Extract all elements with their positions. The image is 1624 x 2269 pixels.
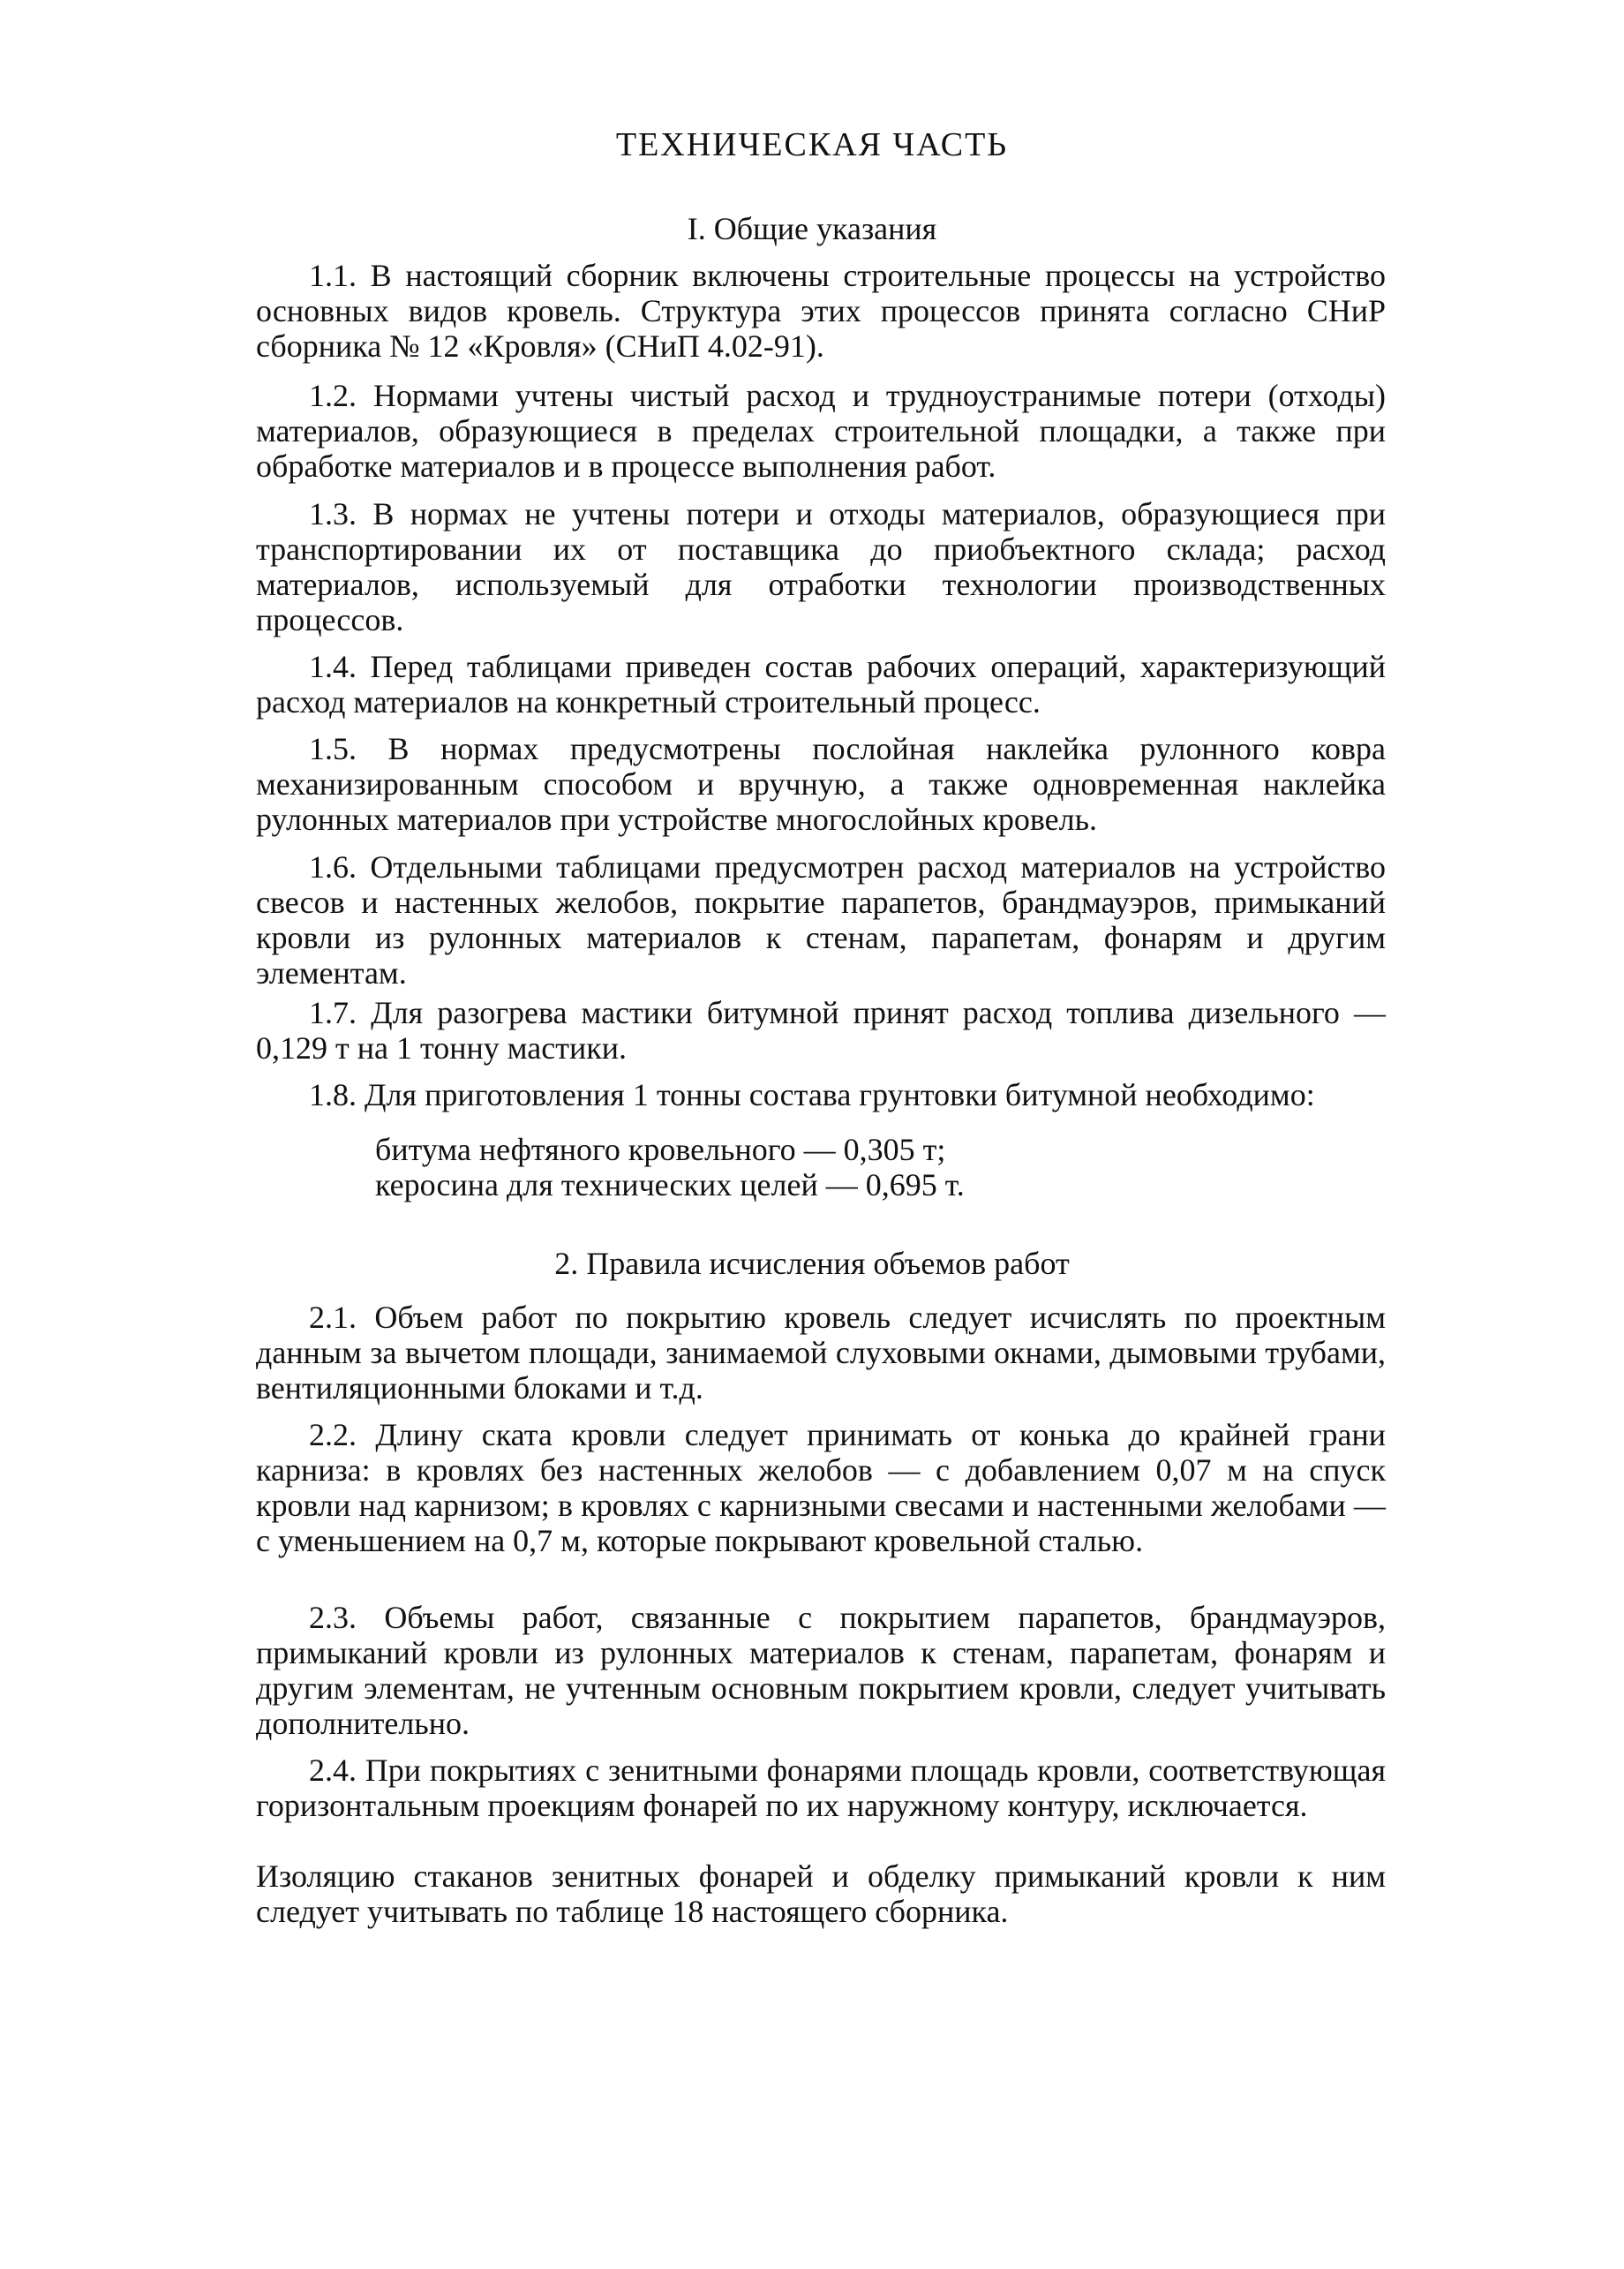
paragraph-1-5: 1.5. В нормах предусмотрены послойная наклейка рулонного ковра механизированным способом и вручную, а также одновременная наклейка рулонных материалов при устройстве многослойных кровель.	[256, 731, 1386, 837]
paragraph-2-3: 2.3. Объемы работ, связанные с покрытием парапетов, брандмауэров, примыканий кровли из рулонных материалов к стенам, парапетам, фонарям и другим элементам, не учтенным основным покрытием кровли, следует учитывать дополнительно.	[256, 1600, 1386, 1741]
formula-line-bitumen: битума нефтяного кровельного — 0,305 т;	[375, 1132, 946, 1167]
paragraph-2-4-continuation: Изоляцию стаканов зенитных фонарей и обделку примыканий кровли к ним следует учитывать по таблице 18 настоящего сборника.	[256, 1858, 1386, 1929]
paragraph-1-4: 1.4. Перед таблицами приведен состав рабочих операций, характеризующий расход материалов на конкретный строительный процесс.	[256, 649, 1386, 720]
document-title: ТЕХНИЧЕСКАЯ ЧАСТЬ	[615, 126, 1009, 163]
paragraph-1-6: 1.6. Отдельными таблицами предусмотрен расход материалов на устройство свесов и настенных желобов, покрытие парапетов, брандмауэров, примыканий кровли из рулонных материалов к стенам, парапетам, фонарям и другим элементам.	[256, 849, 1386, 991]
paragraph-1-2: 1.2. Нормами учтены чистый расход и трудноустранимые потери (отходы) материалов, образующиеся в пределах строительной площадки, а также при обработке материалов и в процессе выполнения работ.	[256, 378, 1386, 484]
section-2-heading: 2. Правила исчисления объемов работ	[554, 1246, 1070, 1281]
formula-line-kerosene: керосина для технических целей — 0,695 т.	[375, 1167, 965, 1202]
paragraph-2-2: 2.2. Длину ската кровли следует принимать от конька до крайней грани карниза: в кровлях без настенных желобов — с добавлением 0,07 м на спуск кровли над карнизом; в кровлях с карнизными свесами и настенными желобами — с уменьшением на 0,7 м, которые покрывают кровельной сталью.	[256, 1417, 1386, 1558]
paragraph-2-4: 2.4. При покрытиях с зенитными фонарями площадь кровли, соответствующая горизонтальным проекциям фонарей по их наружному контуру, исключается.	[256, 1753, 1386, 1823]
section-1-heading: I. Общие указания	[687, 211, 937, 246]
paragraph-1-3: 1.3. В нормах не учтены потери и отходы материалов, образующиеся при транспортировании их от поставщика до приобъектного склада; расход материалов, используемый для отработки технологии производственных процессов.	[256, 496, 1386, 637]
paragraph-1-7: 1.7. Для разогрева мастики битумной принят расход топлива дизельного — 0,129 т на 1 тонну мастики.	[256, 995, 1386, 1066]
paragraph-2-1: 2.1. Объем работ по покрытию кровель следует исчислять по проектным данным за вычетом площади, занимаемой слуховыми окнами, дымовыми трубами, вентиляционными блоками и т.д.	[256, 1300, 1386, 1406]
paragraph-1-8: 1.8. Для приготовления 1 тонны состава грунтовки битумной необходимо:	[309, 1077, 1315, 1112]
paragraph-1-1: 1.1. В настоящий сборник включены строительные процессы на устройство основных видов кровель. Структура этих процессов принята согласно СНиР сборника № 12 «Кровля» (СНиП 4.02-91).	[256, 258, 1386, 364]
